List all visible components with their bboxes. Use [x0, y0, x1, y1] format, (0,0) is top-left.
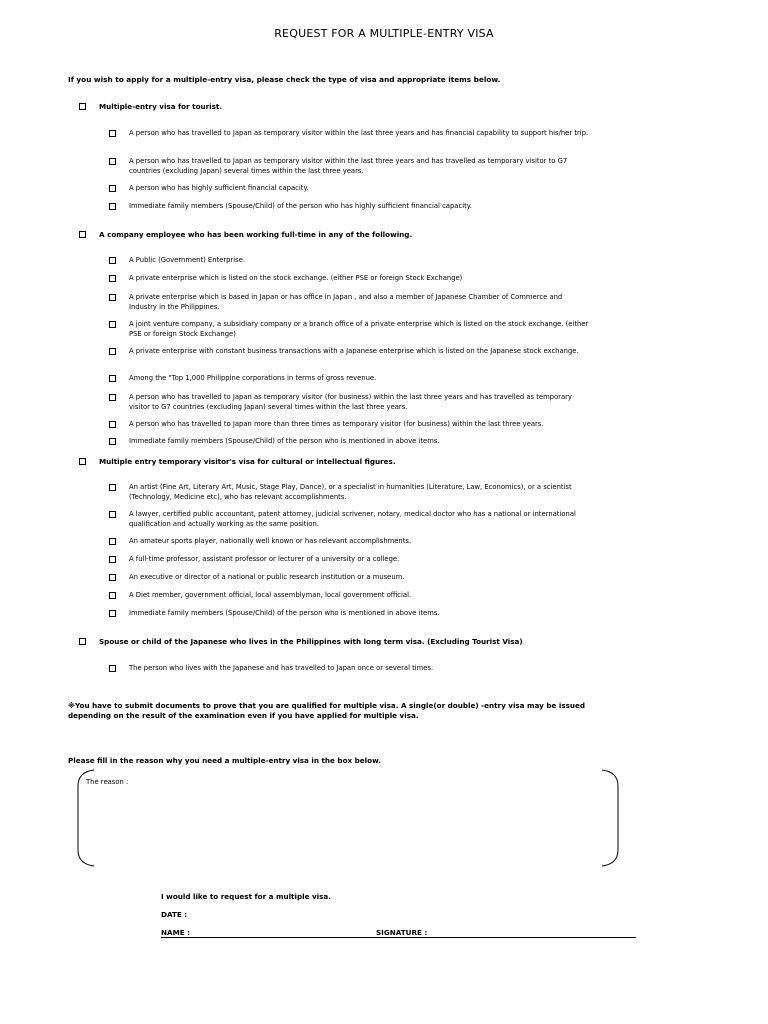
visa-request-form: REQUEST FOR A MULTIPLE-ENTRY VISA If you wish to apply for a multiple-entry visa, please check the type of visa and appropriate items below. Multiple-entry visa for tourist. A person who has travelled to Japan as temporary visitor within the last three years and has financial capability to support his/her trip. A person who has travelled to Japan as temporary visitor within the last three years and has travelled as temporary visitor to G7 countries (excluding Japan) several times within the last three years. A person who has highly sufficient financial capacity. Immediate family members (Spouse/Child) of the person who has highly sufficient financial capacity. A company employee who has been working full-time in any of the following. A Public (Government) Enterprise. A private enterprise which is listed on the stock exchange. (either PSE or foreign Stock Exchange) A private enterprise which is based in Japan or has office in Japan , and also a member of Japanese Chamber of Commerce and Industry in the Philippines. A joint venture company, a subsidiary company or a branch office of a private enterprise which is listed on the stock exchange. (either PSE or foreign Stock Exchange) A private enterprise with constant business transactions with a Japanese enterprise which is listed on the Japanese stock exchange. Among the "Top 1,000 Philippine corporations in terms of gross revenue. A person who has travelled to Japan as temporary visitor (for business) within the last three years and has travelled as temporary visitor to G7 countries (excluding Japan) several times within the last three years. A person who has travelled to Japan more than three times as temporary visitor (for business) within the last three years. Immediate family members (Spouse/Child) of the person who is mentioned in above items. Multiple entry temporary visitor's visa for cultural or intellectual figures. An artist (Fine Art, Literary Art, Music, Stage Play, Dance), or a specialist in humanities (Literature, Law, Economics), or a scientist (Technology, Medicine etc), who has relevant accomplishments. A lawyer, certified public accountant, patent attorney, judicial scrivener, notary, medical doctor who has a national or international qualification and actually working as the same position. An amateur sports player, nationally well known or has relevant accomplishments. A full-time professor, assistant professor or lecturer of a university or a college. An executive or director of a national or public research institution or a museum. A Diet member, government official, local assemblyman, local government official. Immediate family members (Spouse/Child) of the person who is mentioned in above items. Spouse or child of the Japanese who lives in the Philippines with long term visa. (Excluding Tourist Visa) The person who lives with the Japanese and has travelled to Japan once or several times. ※You have to submit documents to prove that you are qualified for multiple visa. A single(or double) -entry visa may be issued depending on the result of the examination even if you have applied for multiple visa. Please fill in the reason why you need a multiple-entry visa in the box below. The reason : I would like to request for a multiple visa. DATE : NAME : SIGNATURE :	[0, 0, 768, 1024]
signature-line[interactable]	[161, 937, 636, 938]
date-label: DATE :	[161, 910, 188, 919]
item-checkbox[interactable]	[109, 294, 116, 301]
checkbox-cultural-figures[interactable]	[79, 458, 86, 465]
reason-label: The reason :	[86, 778, 129, 786]
category-label-tourist: Multiple-entry visa for tourist.	[99, 102, 223, 111]
item-checkbox[interactable]	[109, 511, 116, 518]
item-checkbox[interactable]	[109, 438, 116, 445]
checkbox-spouse-child[interactable]	[79, 638, 86, 645]
item-checkbox[interactable]	[109, 394, 116, 401]
item-checkbox[interactable]	[109, 257, 116, 264]
item-checkbox[interactable]	[109, 610, 116, 617]
item-checkbox[interactable]	[109, 275, 116, 282]
item-checkbox[interactable]	[109, 203, 116, 210]
name-label: NAME :	[161, 928, 191, 937]
item-checkbox[interactable]	[109, 185, 116, 192]
intro-instruction: If you wish to apply for a multiple-entry visa, please check the type of visa and appropriate items below.	[68, 75, 501, 84]
page-title: REQUEST FOR A MULTIPLE-ENTRY VISA	[274, 27, 494, 40]
item-checkbox[interactable]	[109, 421, 116, 428]
item-checkbox[interactable]	[109, 574, 116, 581]
checkbox-tourist[interactable]	[79, 103, 86, 110]
checkbox-company-employee[interactable]	[79, 231, 86, 238]
item-checkbox[interactable]	[109, 348, 116, 355]
item-checkbox[interactable]	[109, 321, 116, 328]
item-checkbox[interactable]	[109, 158, 116, 165]
category-label-spouse-child: Spouse or child of the Japanese who lives in the Philippines with long term visa. (Excluding Tourist Visa)	[99, 637, 523, 646]
category-label-cultural-figures: Multiple entry temporary visitor's visa for cultural or intellectual figures.	[99, 457, 396, 466]
item-checkbox[interactable]	[109, 484, 116, 491]
item-checkbox[interactable]	[109, 375, 116, 382]
reason-box[interactable]	[72, 768, 624, 868]
reason-instruction: Please fill in the reason why you need a multiple-entry visa in the box below.	[68, 756, 381, 765]
signature-label: SIGNATURE :	[376, 928, 428, 937]
category-label-company-employee: A company employee who has been working full-time in any of the following.	[99, 230, 413, 239]
item-checkbox[interactable]	[109, 130, 116, 137]
item-checkbox[interactable]	[109, 665, 116, 672]
item-checkbox[interactable]	[109, 556, 116, 563]
item-checkbox[interactable]	[109, 538, 116, 545]
item-checkbox[interactable]	[109, 592, 116, 599]
request-statement: I would like to request for a multiple visa.	[161, 892, 331, 901]
qualification-note: ※You have to submit documents to prove that you are qualified for multiple visa. A single(or double) -entry visa may be issued depending on the result of the examination even if you have applied for multiple visa.	[68, 701, 586, 720]
